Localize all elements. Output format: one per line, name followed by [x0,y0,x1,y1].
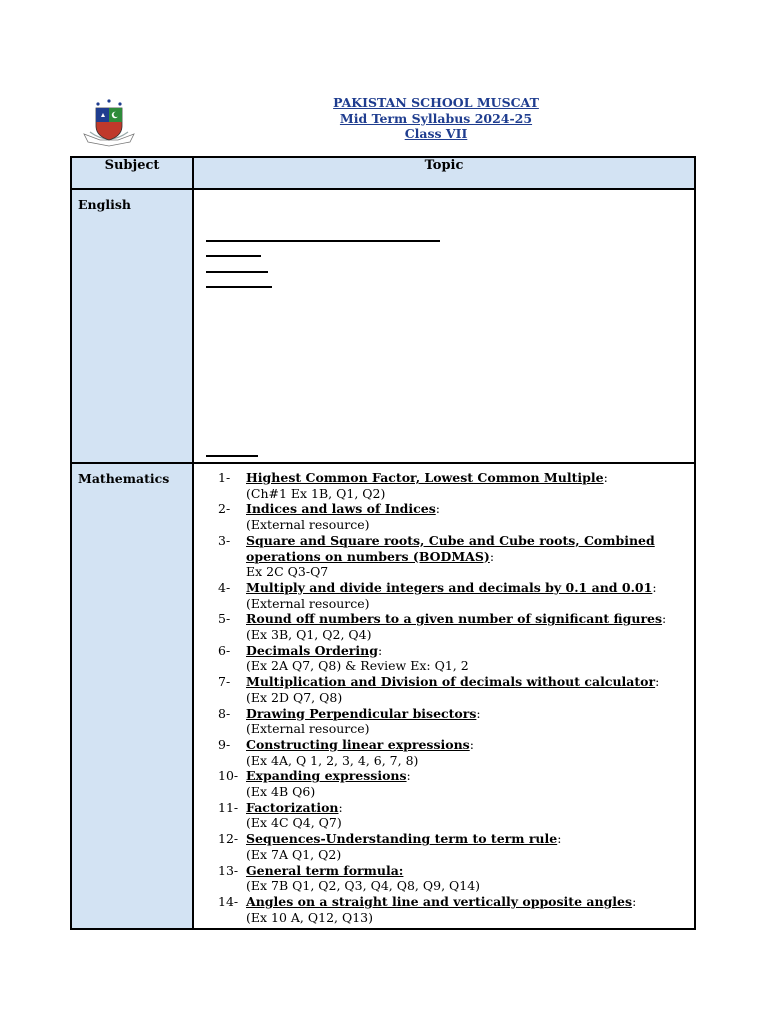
topic-reference: Ex 2C Q3-Q7 [246,564,329,580]
english-topics-cell [193,189,695,463]
topic-title: Expanding expressions [246,768,407,784]
topic-reference: (Ex 4A, Q 1, 2, 3, 4, 6, 7, 8) [246,752,419,768]
topic-suffix: : [662,611,667,627]
topic-title: Indices and laws of Indices [246,501,436,517]
topic-reference: (External resource) [246,721,370,737]
topic-title: Decimals Ordering [246,642,378,658]
table-header-row [71,157,695,189]
topic-number: 1- [218,470,231,485]
list-item [194,800,694,831]
topic-number: 4- [218,579,231,595]
topic-number: 11- [218,799,239,815]
redacted-line [206,255,261,257]
topic-suffix: : [435,501,440,517]
topic-number: 12- [218,831,239,847]
topic-number: 6- [218,642,231,658]
list-item [194,737,694,768]
topic-title: Square and Square roots, Cube and Cube roots, Combined operations on numbers (BODMAS) [246,532,655,564]
list-item [194,580,694,611]
topic-suffix: : [377,642,383,658]
topic-column-header: Topic [193,157,695,189]
topic-title: Constructing linear expressions [246,736,470,752]
topic-reference: (Ex 2A Q7, Q8) & Review Ex: Q1, 2 [246,658,469,674]
topic-title: Factorization [246,799,339,815]
topic-number: 13- [218,862,239,878]
topic-number: 10- [218,768,239,784]
list-item [194,863,694,894]
redacted-line [206,271,268,273]
topic-title: Angles on a straight line and vertically opposite angles [246,893,633,909]
topic-reference: (Ex 2D Q7, Q8) [246,689,343,705]
topic-number: 3- [218,532,231,548]
topic-number: 7- [218,674,231,690]
list-item [194,501,694,532]
mathematics-topics-cell [193,463,695,929]
topic-number: 8- [218,705,231,721]
redacted-line [206,286,272,288]
topic-title: Highest Common Factor, Lowest Common Multiple [246,470,604,485]
topic-reference: (Ch#1 Ex 1B, Q1, Q2) [246,485,386,501]
subject-cell-mathematics: Mathematics [71,463,193,929]
topic-suffix: : [652,579,657,595]
list-item [194,611,694,642]
topic-title: Multiplication and Division of decimals without calculator [246,674,656,690]
topic-reference: (Ex 4B Q6) [246,784,316,800]
list-item [194,470,694,501]
topic-title: General term formula: [246,862,404,878]
topic-suffix: : [469,736,474,752]
topic-reference: (External resource) [246,517,370,533]
class-label: Class VII [404,126,468,141]
list-item [194,674,694,705]
subject-column-header: Subject [71,157,193,189]
topic-suffix: : [489,548,495,564]
list-item [194,533,694,580]
topic-reference: (Ex 7A Q1, Q2) [246,846,342,862]
topic-suffix: : [406,768,411,784]
topic-suffix: : [557,831,562,847]
subject-cell-english: English [71,189,193,463]
document-title: Mid Term Syllabus 2024-25 [339,110,533,126]
topic-number: 5- [218,611,231,627]
topic-number: 14- [218,893,239,909]
topic-suffix: : [632,893,637,909]
topic-title: Round off numbers to a given number of significant figures [246,611,663,627]
topic-reference: (Ex 3B, Q1, Q2, Q4) [246,627,372,643]
document-header [300,95,572,142]
school-crest-logo [78,96,140,148]
topic-title: Sequences-Understanding term to term rule [246,831,558,847]
list-item [194,768,694,799]
topic-number: 9- [218,736,231,752]
redacted-line [206,240,440,242]
table-row [71,463,695,929]
list-item [194,831,694,862]
topic-suffix: : [655,674,660,690]
topic-title: Drawing Perpendicular bisectors [246,705,477,721]
topic-suffix: : [338,799,343,815]
mathematics-topic-list [194,464,694,925]
school-name: PAKISTAN SCHOOL MUSCAT [333,95,539,110]
topic-reference: (Ex 7B Q1, Q2, Q3, Q4, Q8, Q9, Q14) [246,878,481,894]
list-item [194,706,694,737]
topic-title: Multiply and divide integers and decimals by 0.1 and 0.01 [246,579,653,595]
topic-number: 2- [218,501,231,517]
topic-suffix: : [603,470,608,485]
topic-suffix: : [476,705,481,721]
list-item [194,643,694,674]
syllabus-table [70,156,696,930]
topic-reference: (External resource) [246,595,370,611]
redacted-line [206,455,258,457]
topic-reference: (Ex 10 A, Q12, Q13) [246,909,374,925]
topic-reference: (Ex 4C Q4, Q7) [246,815,342,831]
list-item [194,894,694,925]
table-row [71,189,695,463]
